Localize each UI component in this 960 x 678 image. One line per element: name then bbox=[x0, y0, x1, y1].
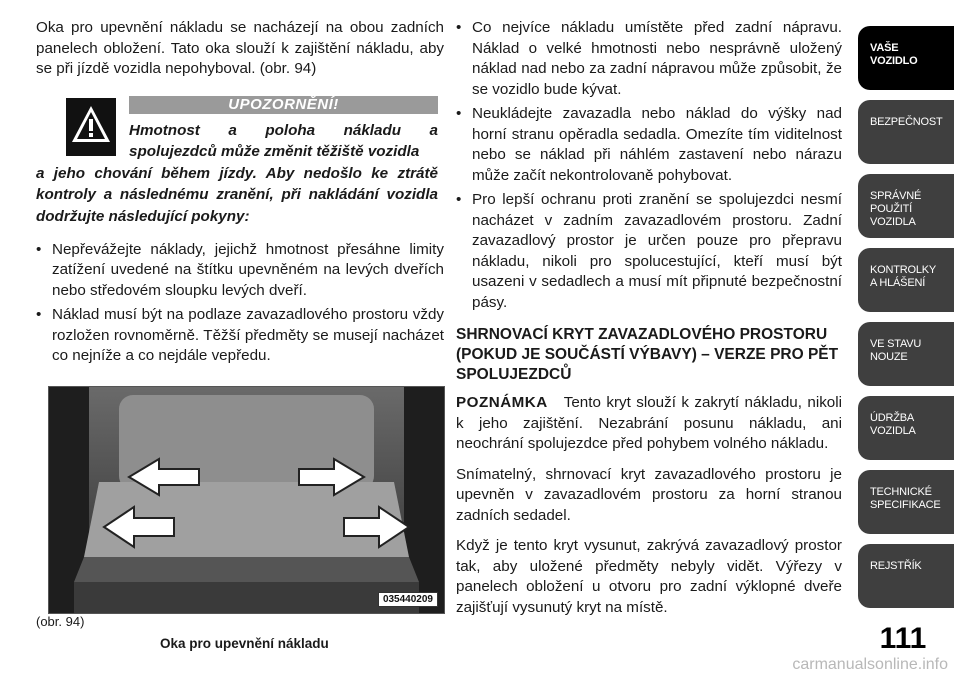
note-text: Tento kryt slouží k zakrytí nákladu, nikoli k jeho zajištění. Nezabrání posunu nákladu, ani neochrání spolujezdce před pohybem volného nákladu. bbox=[456, 394, 842, 452]
warning-box bbox=[36, 94, 444, 230]
list-item: • Náklad musí být na podlaze zavazadlového prostoru vždy rozložen rovnoměrně. Těžší předměty se musejí nacházet co nejníže a co nejdále vepředu. bbox=[36, 306, 444, 364]
list-item: • Nepřevážejte náklady, jejichž hmotnost přesáhne limity zatížení uvedené na štítku upevněném na levých dveřích nebo středovém sloupku levých dveří. bbox=[36, 240, 444, 299]
note-paragraph bbox=[456, 393, 842, 455]
left-column bbox=[36, 18, 444, 371]
figure-number: (obr. 94) bbox=[36, 614, 85, 629]
cargo-illustration bbox=[49, 387, 444, 613]
tab-technicke-specifikace[interactable]: TECHNICKÉ SPECIFIKACE bbox=[858, 470, 954, 534]
chapter-tabs bbox=[858, 26, 954, 618]
tab-kontrolky[interactable]: KONTROLKY A HLÁŠENÍ bbox=[858, 248, 954, 312]
warning-title: UPOZORNĚNÍ! bbox=[129, 96, 438, 114]
tab-udrzba[interactable]: ÚDRŽBA VOZIDLA bbox=[858, 396, 954, 460]
tab-bezpecnost[interactable]: BEZPEČNOST bbox=[858, 100, 954, 164]
paragraph: Snímatelný, shrnovací kryt zavazadlového prostoru je upevněn v zavazadlovém prostoru za horní stranou zadních sedadel. bbox=[456, 465, 842, 524]
paragraph: Když je tento kryt vysunut, zakrývá zavazadlový prostor tak, aby uložené předměty nebyly vidět. Výřezy v panelech obložení u otvoru pro zadní výklopné dveře zajišťují vysunutý kryt na místě. bbox=[456, 537, 842, 616]
tab-spravne-pouziti[interactable]: SPRÁVNÉ POUŽITÍ VOZIDLA bbox=[858, 174, 954, 238]
list-item: • Neukládejte zavazadla nebo náklad do výšky nad horní stranu opěradla sedadla. Omezíte tím viditelnost nebo se náklad při náhlém zastavení nebo nárazu může začít nekontrolovaně pohybovat. bbox=[456, 105, 842, 184]
cargo-area-photo bbox=[48, 386, 445, 614]
page-number: 111 bbox=[879, 622, 927, 655]
section-heading: SHRNOVACÍ KRYT ZAVAZADLOVÉHO PROSTORU (POKUD JE SOUČÁSTÍ VÝBAVY) – VERZE PRO PĚT SPOLUJEZDCŮ bbox=[456, 326, 839, 383]
warning-rest: a jeho chování během jízdy. Aby nedošlo ke ztrátě kontroly a následnému zranění, při nakládání vozidla dodržujte následující pokyny: bbox=[36, 164, 438, 225]
intro-paragraph: Oka pro upevnění nákladu se nacházejí na obou zadních panelech obložení. Tato oka slouží k zajištění nákladu, aby se při jízdě vozidla nepohyboval. (obr. 94) bbox=[36, 19, 444, 77]
right-column bbox=[456, 18, 842, 618]
tab-ve-stavu-nouze[interactable]: VE STAVU NOUZE bbox=[858, 322, 954, 386]
tab-vase-vozidlo[interactable]: VAŠE VOZIDLO bbox=[858, 26, 954, 90]
left-bullet-list bbox=[36, 240, 444, 367]
watermark: carmanualsonline.info bbox=[792, 656, 948, 673]
note-label: POZNÁMKA bbox=[456, 394, 548, 411]
figure-caption: Oka pro upevnění nákladu bbox=[160, 636, 329, 651]
list-item: • Co nejvíce nákladu umístěte před zadní nápravu. Náklad o velké hmotnosti nebo nesprávně uložený náklad nad nebo za zadní nápravou může způsobit, že se vozidlo bude kývat. bbox=[456, 19, 842, 98]
list-item: • Pro lepší ochranu proti zranění se spolujezdci nesmí nacházet v zadním zavazadlovém prostoru. Zadní zavazadlový prostor je určen pouze pro přepravu nákladu, nikoli pro spolucestující, kteří musí být usazeni v sedadlech a musí mít připnuté bezpečnostní pásy. bbox=[456, 191, 842, 311]
tab-rejstrik[interactable]: REJSTŘÍK bbox=[858, 544, 954, 608]
warning-line-2: spolujezdců může změnit těžiště vozidla bbox=[129, 143, 420, 160]
warning-text bbox=[36, 120, 438, 228]
warning-line-1: Hmotnost a poloha nákladu a bbox=[129, 121, 438, 139]
figure-code: 035440209 bbox=[378, 592, 438, 607]
right-bullet-list bbox=[456, 18, 842, 313]
